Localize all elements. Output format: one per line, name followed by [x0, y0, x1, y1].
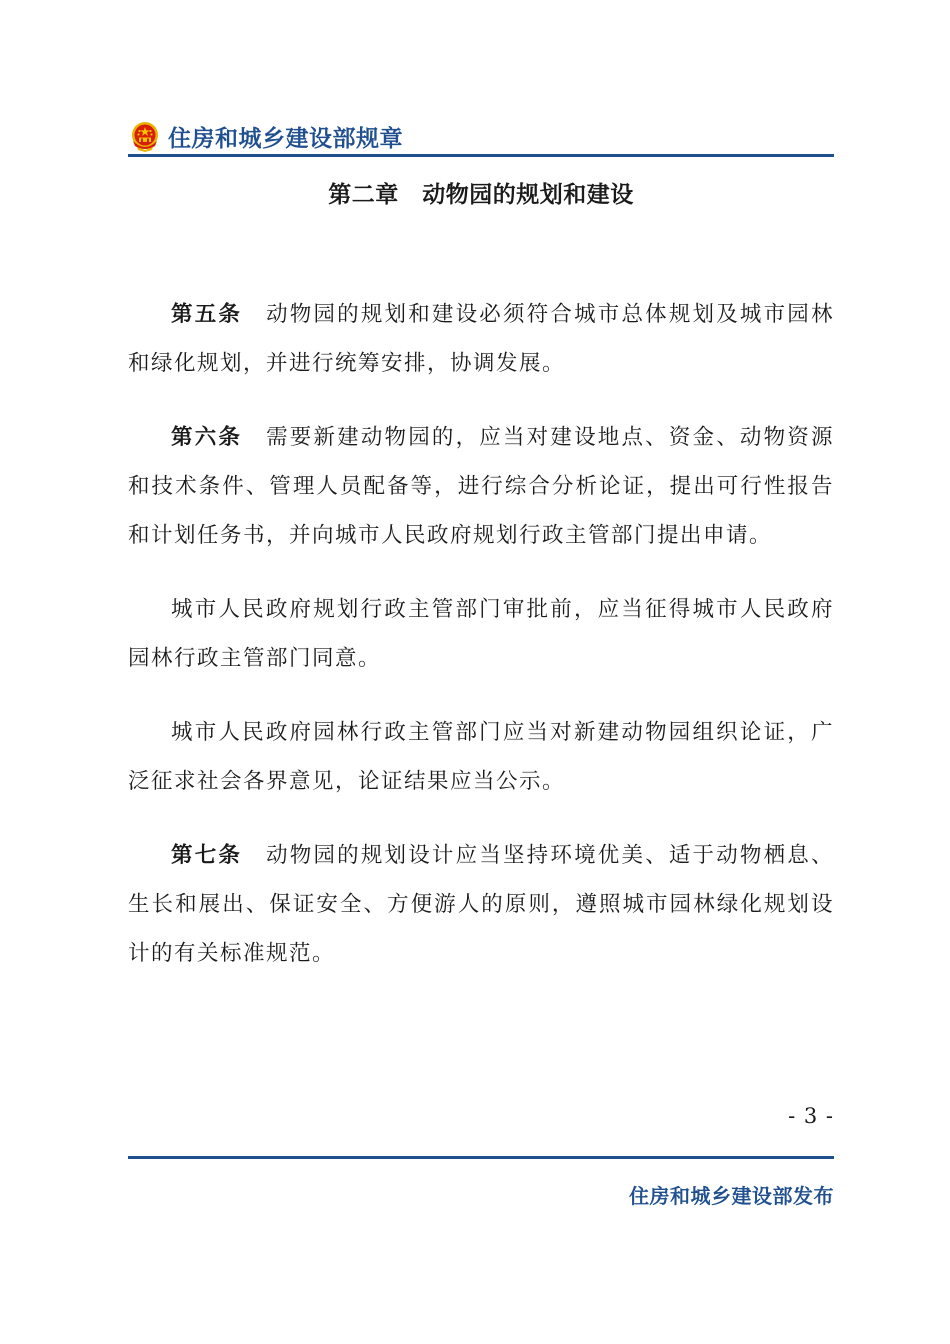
article-paragraph	[128, 831, 834, 978]
document-body	[128, 290, 834, 1003]
article-text: 城市人民政府规划行政主管部门审批前，应当征得城市人民政府园林行政主管部门同意。	[128, 597, 834, 671]
article-text: 动物园的规划设计应当坚持环境优美、适于动物栖息、生长和展出、保证安全、方便游人的原则，遵照城市园林绿化规划设计的有关标准规范。	[128, 843, 834, 966]
footer-publisher: 住房和城乡建设部发布	[629, 1184, 834, 1208]
article-text: 动物园的规划和建设必须符合城市总体规划及城市园林和绿化规划，并进行统筹安排，协调发展。	[128, 302, 834, 376]
footer-divider	[128, 1156, 834, 1159]
header-divider	[128, 154, 834, 157]
article-paragraph	[128, 585, 834, 683]
national-emblem-icon	[128, 119, 162, 153]
chapter-title: 第二章 动物园的规划和建设	[328, 182, 634, 208]
article-label: 第七条	[171, 843, 243, 868]
article-label: 第六条	[171, 425, 243, 450]
article-paragraph	[128, 290, 834, 388]
article-text: 需要新建动物园的，应当对建设地点、资金、动物资源和技术条件、管理人员配备等，进行综合分析论证，提出可行性报告和计划任务书，并向城市人民政府规划行政主管部门提出申请。	[128, 425, 834, 548]
header-title: 住房和城乡建设部规章	[168, 125, 403, 152]
page-number: - 3 -	[788, 1104, 834, 1128]
article-label: 第五条	[171, 302, 243, 327]
article-paragraph	[128, 708, 834, 806]
article-text: 城市人民政府园林行政主管部门应当对新建动物园组织论证，广泛征求社会各界意见，论证结果应当公示。	[128, 720, 834, 794]
document-header	[128, 116, 834, 156]
article-paragraph	[128, 413, 834, 560]
